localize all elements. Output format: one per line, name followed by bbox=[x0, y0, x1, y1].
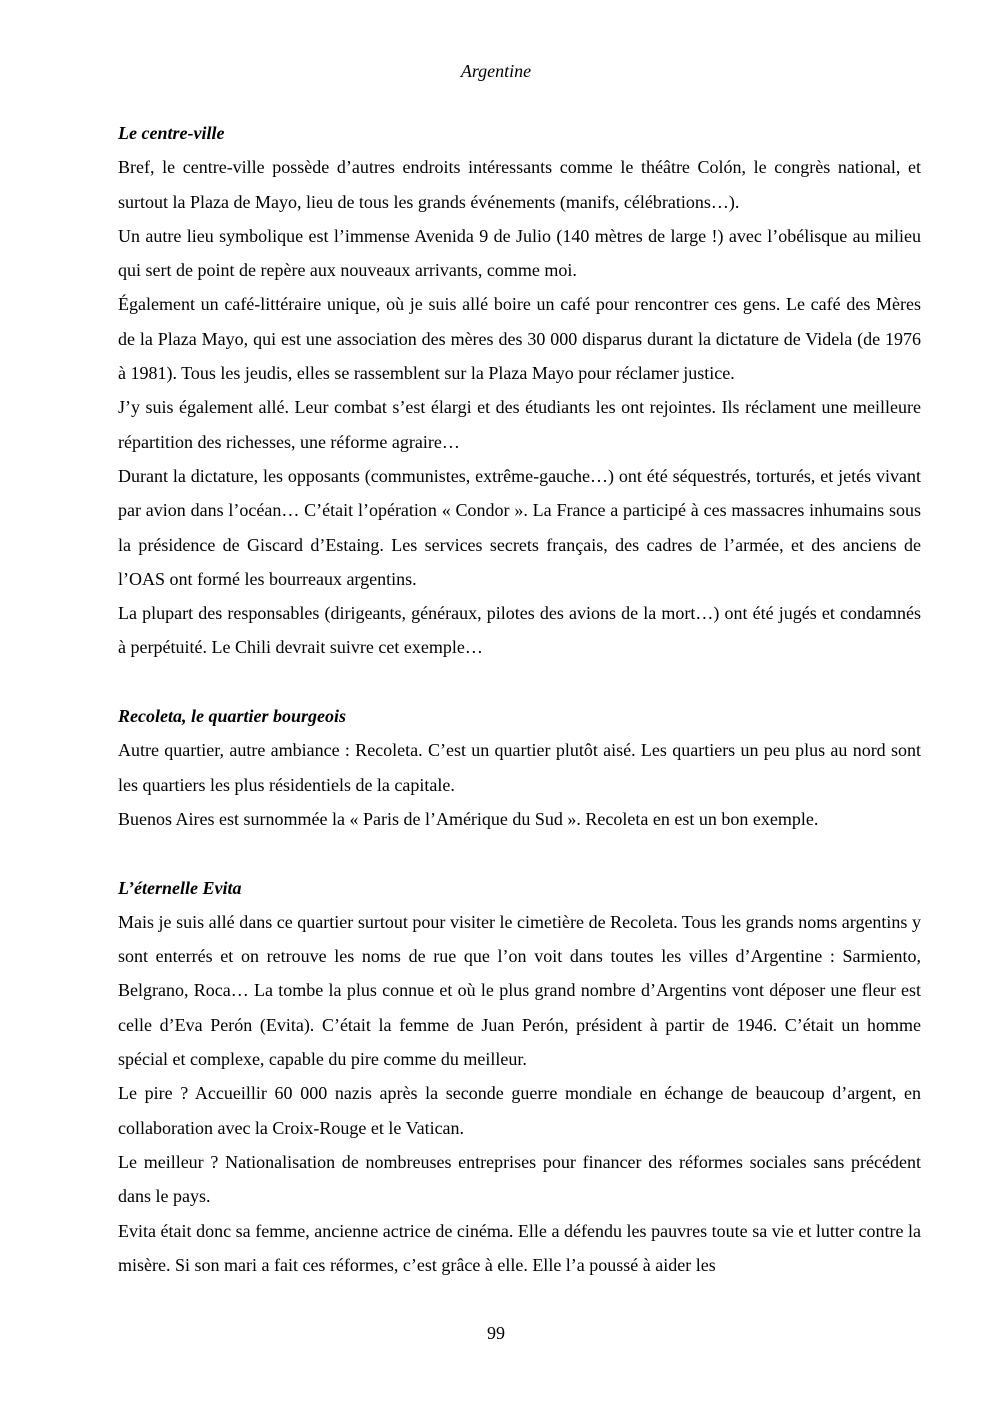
section-recoleta bbox=[118, 699, 921, 836]
page-number: 99 bbox=[487, 1323, 505, 1343]
page-body bbox=[118, 116, 921, 1282]
section-heading: L’éternelle Evita bbox=[118, 877, 242, 898]
section-heading: Le centre-ville bbox=[118, 123, 225, 143]
paragraph: Autre quartier, autre ambiance : Recoleta. C’est un quartier plutôt aisé. Les quartiers un peu plus au nord sont les quartiers les plus résidentiels de la capitale. bbox=[118, 740, 921, 795]
paragraph: J’y suis également allé. Leur combat s’est élargi et des étudiants les ont rejointes. Ils réclament une meilleure répartition des richesses, une réforme agraire… bbox=[118, 397, 921, 452]
section-centre-ville bbox=[118, 116, 921, 665]
paragraph: Un autre lieu symbolique est l’immense Avenida 9 de Julio (140 mètres de large !) avec l’obélisque au milieu qui sert de point de repère aux nouveaux arrivants, comme moi. bbox=[118, 225, 921, 281]
paragraph: Également un café-littéraire unique, où je suis allé boire un café pour rencontrer ces gens. Le café des Mères de la Plaza Mayo, qui est une association des mères des 30 000 disparus durant la dictature de Videla (de 1976 à 1981). Tous les jeudis, elles se rassemblent sur la Plaza Mayo pour réclamer justice. bbox=[118, 294, 921, 384]
section-evita bbox=[118, 871, 921, 1283]
paragraph: Bref, le centre-ville possède d’autres endroits intéressants comme le théâtre Colón, le congrès national, et surtout la Plaza de Mayo, lieu de tous les grands événements (manifs, célébrations…). bbox=[118, 157, 921, 212]
paragraph: Buenos Aires est surnommée la « Paris de l’Amérique du Sud ». Recoleta en est un bon exemple. bbox=[118, 808, 819, 829]
running-header: Argentine bbox=[460, 61, 532, 81]
paragraph: Le pire ? Accueillir 60 000 nazis après la seconde guerre mondiale en échange de beaucoup d’argent, en collaboration avec la Croix-Rouge et le Vatican. bbox=[118, 1083, 921, 1138]
section-spacer bbox=[118, 836, 921, 870]
paragraph: Evita était donc sa femme, ancienne actrice de cinéma. Elle a défendu les pauvres toute sa vie et lutter contre la misère. Si son mari a fait ces réformes, c’est grâce à elle. Elle l’a poussé à aider les bbox=[118, 1220, 921, 1275]
paragraph: La plupart des responsables (dirigeants, généraux, pilotes des avions de la mort…) ont été jugés et condamnés à perpétuité. Le Chili devrait suivre cet exemple… bbox=[118, 603, 921, 658]
paragraph: Le meilleur ? Nationalisation de nombreuses entreprises pour financer des réformes sociales sans précédent dans le pays. bbox=[118, 1151, 921, 1207]
paragraph: Durant la dictature, les opposants (communistes, extrême-gauche…) ont été séquestrés, torturés, et jetés vivant par avion dans l’océan… C’était l’opération « Condor ». La France a participé à ces massacres inhumains sous la présidence de Giscard d’Estaing. Les services secrets français, des cadres de l’armée, et des anciens de l’OAS ont formé les bourreaux argentins. bbox=[118, 465, 921, 589]
paragraph: Mais je suis allé dans ce quartier surtout pour visiter le cimetière de Recoleta. Tous les grands noms argentins y sont enterrés et on retrouve les noms de rue que l’on voit dans toutes les villes d’Argentine : Sarmiento, Belgrano, Roca… La tombe la plus connue et où le plus grand nombre d’Argentins vont déposer une fleur est celle d’Eva Perón (Evita). C’était la femme de Juan Perón, président à partir de 1946. C’était un homme spécial et complexe, capable du pire comme du meilleur. bbox=[118, 911, 921, 1070]
section-spacer bbox=[118, 665, 921, 699]
section-heading: Recoleta, le quartier bourgeois bbox=[118, 706, 346, 727]
